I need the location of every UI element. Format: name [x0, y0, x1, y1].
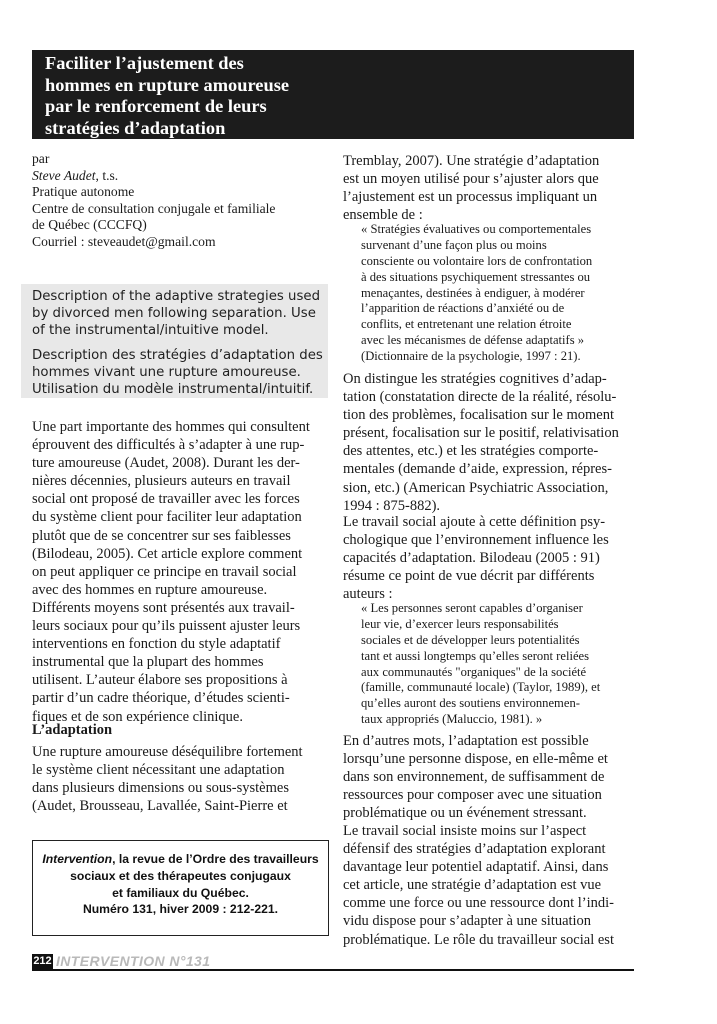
text-line: présent, focalisation sur le positif, relativisation [343, 425, 619, 442]
quote-line: leur vie, d’exercer leurs responsabilités [361, 616, 559, 631]
citation-box [32, 840, 329, 936]
text-line: ensemble de : [343, 207, 423, 224]
text-line: mentales (demande d’aide, expression, répres- [343, 461, 612, 478]
quote-line: à des situations psychiquement stressantes ou [361, 269, 591, 284]
text-line: social ont proposé de travailler avec les forces [32, 491, 300, 508]
quote-line: (famille, communauté locale) (Taylor, 1989), et [361, 680, 601, 695]
abstract-en-line: Description of the adaptive strategies used [32, 289, 321, 304]
quote-line: l’apparition de réactions d’anxiété ou de [361, 301, 565, 316]
text-line: partir d’un cadre théorique, d’études scienti- [32, 690, 290, 707]
text-line: interventions en fonction du style adaptatif [32, 636, 281, 653]
citation-line [33, 851, 328, 868]
journal-name-italic: Intervention [42, 852, 113, 866]
text-line: comme une force ou une ressource dont l’indi- [343, 895, 614, 912]
citation-line: et familiaux du Québec. [112, 885, 249, 900]
text-line: des attentes, etc.) et les stratégies comporte- [343, 443, 599, 460]
author-line [32, 168, 328, 185]
quote-line: survenant d’une façon plus ou moins [361, 237, 547, 252]
text-line: Le travail social ajoute à cette définition psy- [343, 514, 606, 530]
right-paragraph-5 [343, 822, 635, 949]
quote-line: avec les mécanismes de défense adaptatifs » [361, 333, 585, 348]
text-line: dans plusieurs dimensions ou sous-systèmes [32, 780, 289, 797]
journal-footer-label: INTERVENTION N°131 [56, 953, 211, 969]
citation-line: sociaux et des thérapeutes conjugaux [70, 868, 291, 883]
right-paragraph-1 [343, 152, 635, 224]
author-block [32, 151, 328, 251]
text-line: Une rupture amoureuse déséquilibre fortement [32, 744, 303, 760]
abstract-fr-line: hommes vivant une rupture amoureuse. [32, 364, 301, 380]
quote-line: menaçantes, destinées à endiguer, à modérer [361, 285, 585, 300]
text-line: problématique. Le rôle du travailleur social est [343, 931, 614, 948]
text-line: Tremblay, 2007). Une stratégie d’adaptation [343, 153, 600, 169]
text-line: (Bilodeau, 2005). Cet article explore comment [32, 545, 303, 562]
text-line: ressources pour composer avec une situation [343, 787, 602, 804]
text-line: On distingue les stratégies cognitives d’adap- [343, 371, 607, 387]
quote-line: qu’elles auront des soutiens environnemen- [361, 696, 580, 711]
title-line: stratégies d’adaptation [45, 117, 226, 138]
text-line: éprouvent des difficultés à s’adapter à une rup- [32, 437, 305, 454]
quote-line: « Les personnes seront capables d’organiser [361, 601, 583, 615]
quote-line: consciente ou volontaire lors de confrontation [361, 253, 593, 268]
text-line: utilisent. L’auteur élabore ses propositions à [32, 672, 288, 689]
section-heading [32, 721, 328, 739]
text-line: dans son environnement, de suffisamment de [343, 769, 605, 786]
text-line: Une part importante des hommes qui consultent [32, 419, 310, 435]
text-line: lorsqu’une personne dispose, en elle-même et [343, 751, 608, 768]
text-line: on peut appliquer ce principe en travail social [32, 563, 297, 580]
author-email: Courriel : steveaudet@gmail.com [32, 233, 216, 249]
footer-rule [32, 969, 634, 971]
text-line: ture amoureuse (Audet, 2008). Durant les der- [32, 455, 300, 472]
text-line: (Audet, Brousseau, Lavallée, Saint-Pierre et [32, 798, 288, 815]
text-line: Différents moyens sont présentés aux travail- [32, 599, 295, 616]
title-line: hommes en rupture amoureuse [45, 74, 290, 95]
text-line: cet article, une stratégie d’adaptation est vue [343, 877, 602, 894]
abstract-fr-line: Utilisation du modèle instrumental/intuitif. [32, 381, 314, 397]
text-line: auteurs : [343, 586, 393, 603]
quote-1 [361, 222, 592, 365]
quote-line: sociales et de développer leurs potentialités [361, 632, 580, 647]
text-line: sion, etc.) (American Psychiatric Association, [343, 479, 609, 496]
text-line: résume ce point de vue décrit par différents [343, 568, 595, 585]
author-practice: Pratique autonome [32, 184, 135, 200]
quote-line: « Stratégies évaluatives ou comportementales [361, 222, 592, 236]
right-paragraph-3 [343, 513, 635, 603]
text-line: chologique que l’environnement influence les [343, 532, 609, 549]
quote-line: (Dictionnaire de la psychologie, 1997 : 21). [361, 349, 581, 364]
section-paragraph [32, 743, 328, 815]
text-line: capacités d’adaptation. Bilodeau (2005 : 91) [343, 550, 600, 567]
section-heading-text: L’adaptation [32, 722, 113, 738]
text-line: plutôt que de se concentrer sur ses faiblesses [32, 527, 291, 544]
text-line: du système client pour faciliter leur adaptation [32, 509, 302, 526]
text-line: fiques et de son expérience clinique. [32, 708, 243, 725]
author-org-cont: de Québec (CCCFQ) [32, 217, 147, 233]
author-org: Centre de consultation conjugale et familiale [32, 200, 276, 216]
text-line: problématique ou un événement stressant. [343, 805, 587, 822]
text-line: tation (constatation directe de la réalité, résolu- [343, 389, 617, 406]
quote-line: conflits, et entretenant une relation étroite [361, 317, 572, 332]
page-number: 212 [33, 955, 52, 967]
text-line: tion des problèmes, focalisation sur le moment [343, 407, 615, 424]
abstract-box [21, 284, 328, 398]
abstract-en-line: by divorced men following separation. Use [32, 306, 316, 322]
text-line: vidu dispose pour s’adapter à une situation [343, 913, 592, 930]
title-line: par le renforcement de leurs [45, 96, 267, 116]
author-suffix: , t.s. [95, 167, 119, 183]
citation-line1-rest: , la revue de l’Ordre des travailleurs [112, 852, 319, 866]
text-line: Le travail social insiste moins sur l’aspect [343, 823, 587, 839]
intro-paragraph [32, 418, 328, 726]
text-line: leurs sociaux pour qu’ils puissent ajuster leurs [32, 618, 301, 635]
text-line: est un moyen utilisé pour s’ajuster alors que [343, 171, 599, 188]
quote-line: aux communautés "organiques" de la société [361, 664, 587, 679]
quote-line: tant et aussi longtemps qu’elles seront reliées [361, 648, 590, 663]
quote-2 [361, 601, 600, 728]
text-line: 1994 : 875-882). [343, 497, 441, 514]
text-line: davantage leur potentiel adaptatif. Ainsi, dans [343, 859, 609, 876]
text-line: le système client nécessitant une adaptation [32, 762, 285, 779]
author-par: par [32, 151, 50, 166]
text-line: nières décennies, plusieurs auteurs en travail [32, 473, 291, 490]
quote-line: taux appropriés (Maluccio, 1981). » [361, 712, 543, 727]
text-line: l’ajustement est un processus impliquant un [343, 189, 598, 206]
text-line: avec des hommes en rupture amoureuse. [32, 581, 268, 598]
citation-line: Numéro 131, hiver 2009 : 212-221. [82, 902, 279, 917]
text-line: instrumental que la plupart des hommes [32, 654, 264, 671]
abstract-en-line: of the instrumental/intuitive model. [32, 323, 269, 339]
abstract-fr-line: Description des stratégies d’adaptation des [32, 347, 323, 363]
right-paragraph-2 [343, 370, 635, 515]
text-line: défensif des stratégies d’adaptation explorant [343, 841, 606, 858]
right-paragraph-4 [343, 732, 635, 822]
title-line: Faciliter l’ajustement des [45, 53, 244, 73]
article-title [32, 50, 634, 139]
author-name: Steve Audet [32, 167, 96, 183]
text-line: En d’autres mots, l’adaptation est possible [343, 733, 589, 749]
